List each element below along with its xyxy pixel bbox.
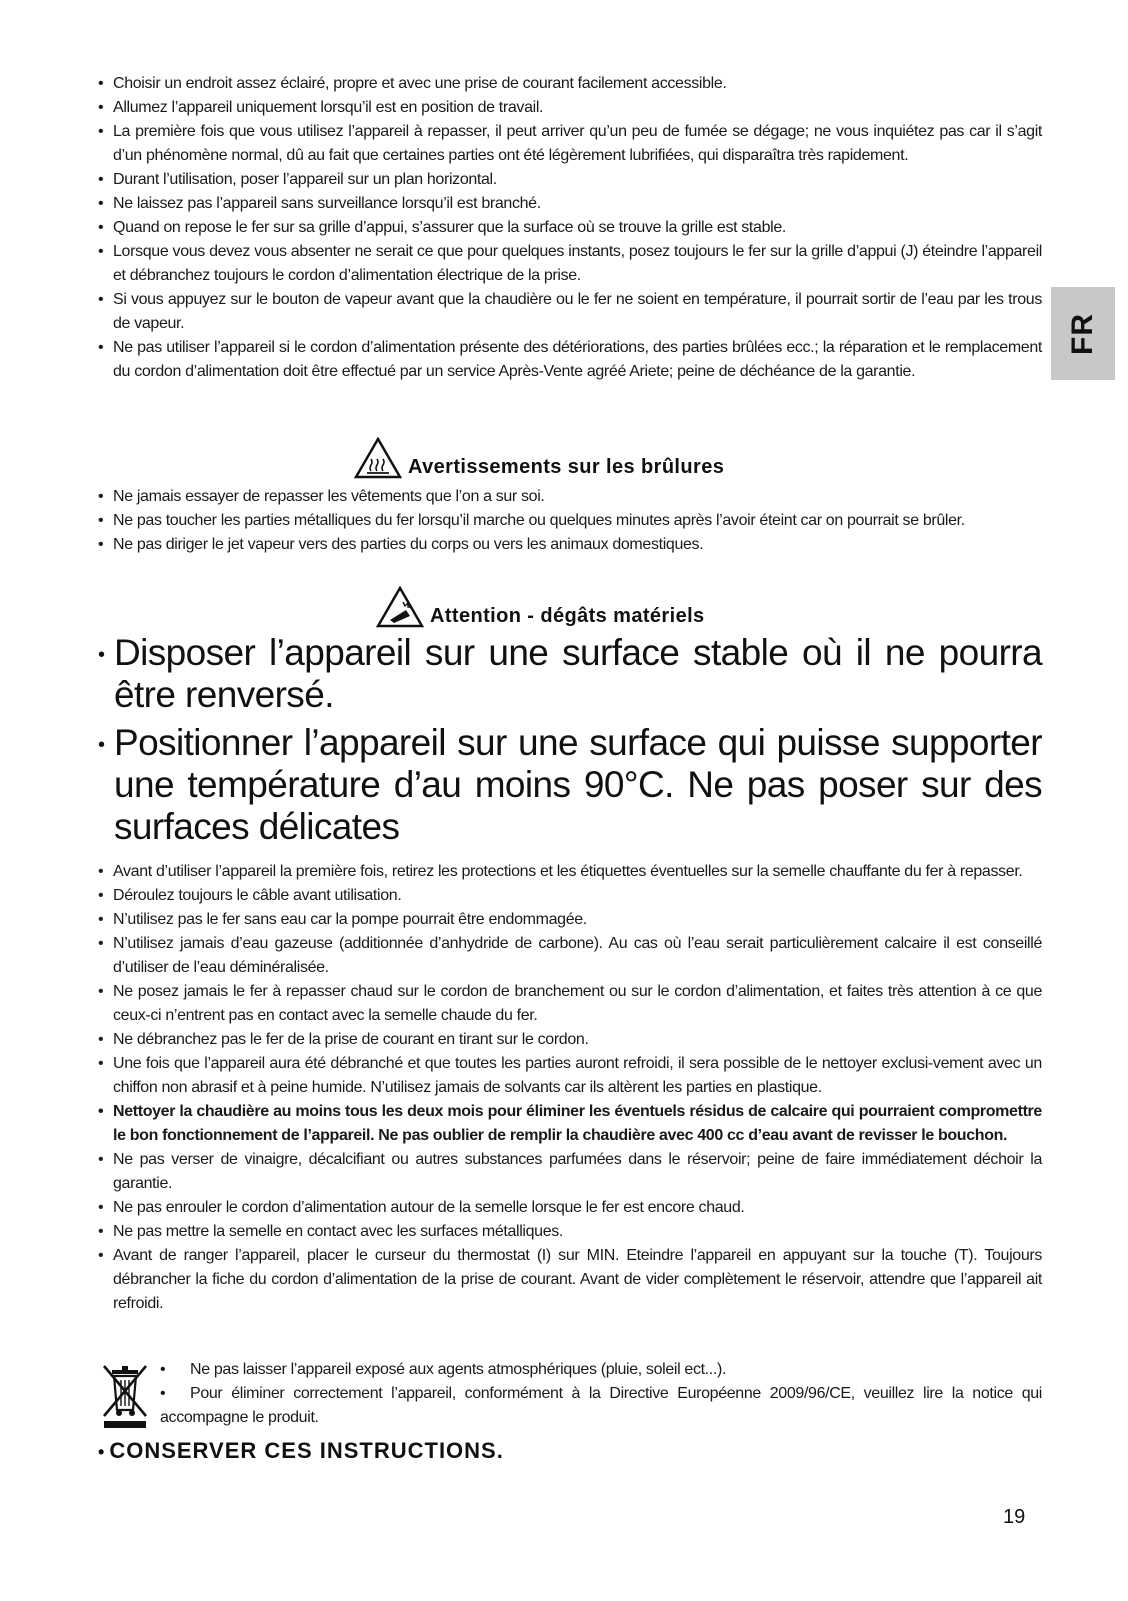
list-item: • Ne débranchez pas le fer de la prise de courant en tirant sur le cordon. [98,1028,1042,1052]
safety-bullets-top [98,72,1042,384]
list-item: • Ne jamais essayer de repasser les vêtements que l’on a sur soi. [98,485,1042,509]
list-item: • Positionner l’appareil sur une surface qui puisse supporter une température d’au moins 90°C. Ne pas poser sur des surfaces délicates [98,722,1042,848]
page-number: 19 [1003,1506,1026,1528]
damage-warning-title: Attention - dégâts matériels [430,605,705,627]
language-tab-label: FR [1066,312,1099,355]
usage-bullets [98,860,1042,1316]
list-item: • Ne pas enrouler le cordon d’alimentation autour de la semelle lorsque le fer est encore chaud. [98,1196,1042,1220]
list-item: • La première fois que vous utilisez l’appareil à repasser, il peut arriver qu’un peu de fumée se dégage; ne vous inquiétez pas car il s’agit d’un phénomène normal, dû au fait que certaines parties ont été légèrement lubrifiées, qui disparaîtra très rapidement. [98,120,1042,168]
list-item: • Si vous appuyez sur le bouton de vapeur avant que la chaudière ou le fer ne soient en température, il pourrait sortir de l’eau par les trous de vapeur. [98,288,1042,336]
list-item: • Ne pas diriger le jet vapeur vers des parties du corps ou vers les animaux domestiques. [98,533,1042,557]
list-item: • Ne pas verser de vinaigre, décalcifiant ou autres substances parfumées dans le réservoir; peine de faire immédiatement déchoir la garantie. [98,1148,1042,1196]
list-item: • Ne pas mettre la semelle en contact avec les surfaces métalliques. [98,1220,1042,1244]
list-item: • Durant l’utilisation, poser l’appareil sur un plan horizontal. [98,168,1042,192]
list-item: • Choisir un endroit assez éclairé, propre et avec une prise de courant facilement accessible. [98,72,1042,96]
damage-warning-list [98,632,1042,854]
list-item: • Avant d’utiliser l’appareil la première fois, retirez les protections et les étiquettes éventuelles sur la semelle chauffante du fer à repasser. [98,860,1042,884]
list-item: • N’utilisez jamais d’eau gazeuse (additionnée d’anhydride de carbone). Au cas où l’eau serait particulièrement calcaire il est conseillé d’utiliser de l’eau déminéralisée. [98,932,1042,980]
language-tab [1051,287,1115,380]
hot-surface-warning-icon [354,437,402,479]
crossed-out-wheelie-bin-icon [98,1360,152,1430]
keep-instructions-text: CONSERVER CES INSTRUCTIONS. [109,1438,504,1463]
list-item: • Nettoyer la chaudière au moins tous les deux mois pour éliminer les éventuels résidus de calcaire qui pourraient compromettre le bon fonctionnement de l’appareil. Ne pas oublier de remplir la chaudière avec 400 cc d’eau avant de revisser le bouchon. [98,1100,1042,1148]
list-item: • Quand on repose le fer sur sa grille d’appui, s’assurer que la surface où se trouve la grille est stable. [98,216,1042,240]
list-item: • Ne pas utiliser l’appareil si le cordon d’alimentation présente des détériorations, des parties brûlées ecc.; la réparation et le remplacement du cordon d’alimentation doit être effectué par un service Après-Vente agréé Ariete; peine de déchéance de la garantie. [98,336,1042,384]
list-item: • Déroulez toujours le câble avant utilisation. [98,884,1042,908]
list-item: • Ne pas toucher les parties métalliques du fer lorsqu’il marche ou quelques minutes après l’avoir éteint car on pourrait se brûler. [98,509,1042,533]
list-item: • Ne pas laisser l’appareil exposé aux agents atmosphériques (pluie, soleil ect...). [160,1358,1042,1382]
list-item: • Ne laissez pas l’appareil sans surveillance lorsqu’il est branché. [98,192,1042,216]
keep-instructions-note: • CONSERVER CES INSTRUCTIONS. [98,1438,504,1463]
list-item: • Pour éliminer correctement l’appareil, conformément à la Directive Européenne 2009/96/CE, veuillez lire la notice qui accompagne le produit. [160,1382,1042,1430]
burn-warning-heading [354,437,724,479]
damage-warning-heading [376,586,705,628]
list-item: • Allumez l’appareil uniquement lorsqu’il est en position de travail. [98,96,1042,120]
burn-warning-title: Avertissements sur les brûlures [408,456,725,478]
list-item: • Lorsque vous devez vous absenter ne serait ce que pour quelques instants, posez toujours le fer sur la grille d’appui (J) éteindre l’appareil et débranchez toujours le cordon d’alimentation électrique de la prise. [98,240,1042,288]
material-damage-warning-icon [376,586,424,628]
burn-warning-list [98,485,1042,557]
list-item: • Avant de ranger l’appareil, placer le curseur du thermostat (I) sur MIN. Eteindre l’appareil en appuyant sur la touche (T). Toujours débrancher la fiche du cordon d’alimentation de la prise de courant. Avant de vider complètement le réservoir, attendre que l’appareil ait refroidi. [98,1244,1042,1316]
list-item: • Ne posez jamais le fer à repasser chaud sur le cordon de branchement ou sur le cordon d’alimentation, et faites très attention à ce que ceux-ci n’entrent pas en contact avec la semelle chaude du fer. [98,980,1042,1028]
list-item: • Une fois que l’appareil aura été débranché et que toutes les parties auront refroidi, il sera possible de le nettoyer exclusi-vement avec un chiffon non abrasif et à peine humide. N’utilisez jamais de solvants car ils altèrent les parties en plastique. [98,1052,1042,1100]
list-item: • Disposer l’appareil sur une surface stable où il ne pourra être renversé. [98,632,1042,716]
list-item: • N’utilisez pas le fer sans eau car la pompe pourrait être endommagée. [98,908,1042,932]
